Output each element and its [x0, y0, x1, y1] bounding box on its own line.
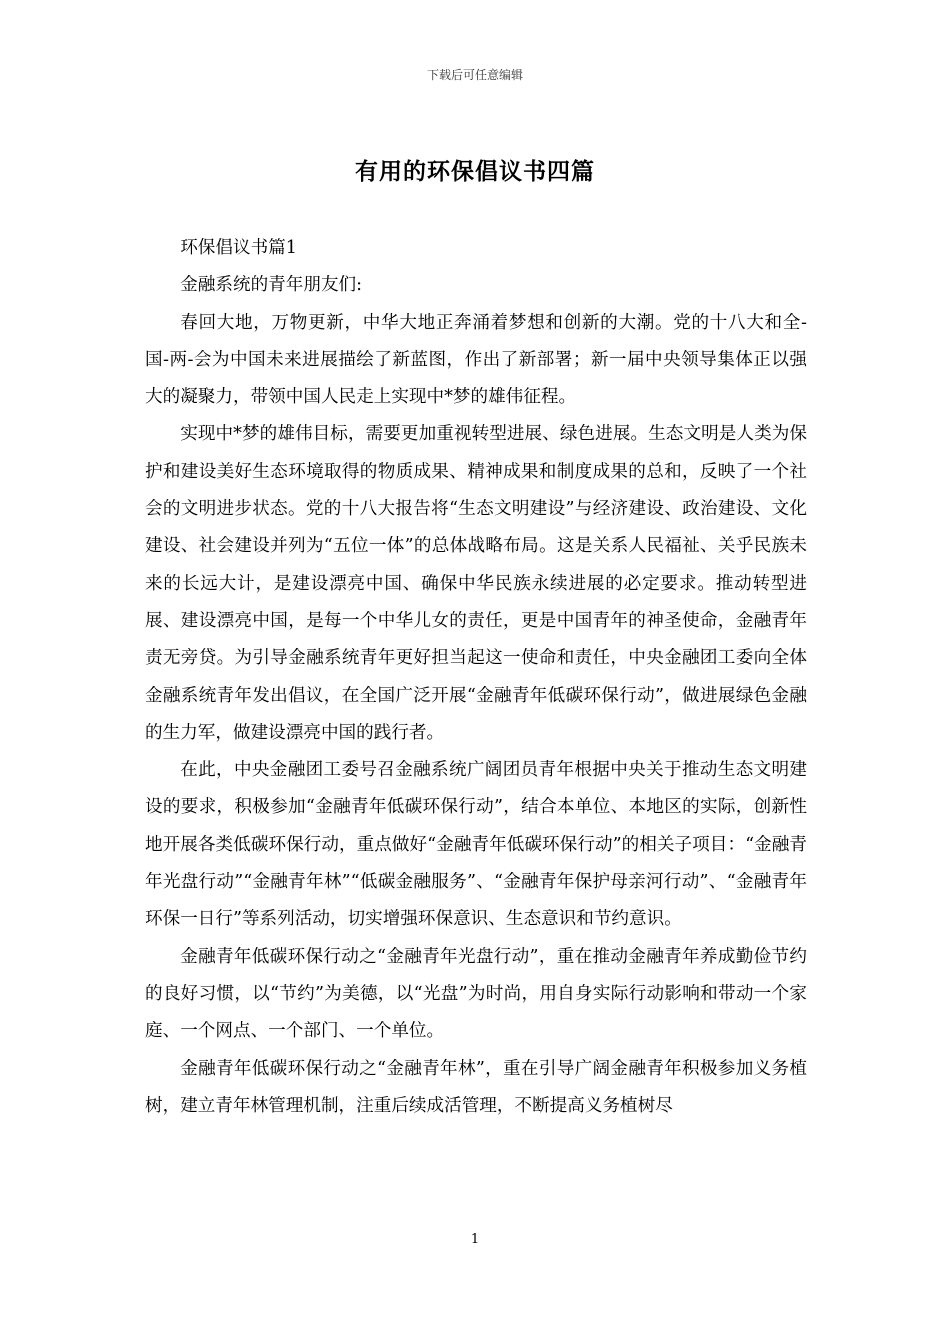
body-paragraph: 实现中*梦的雄伟目标，需要更加重视转型进展、绿色进展。生态文明是人类为保护和建设美好生态环境取得的物质成果、精神成果和制度成果的总和，反映了一个社会的文明进步状态。党的十八大报告将“生态文明建设”与经济建设、政治建设、文化建设、社会建设并列为“五位一体”的总体战略布局。这是关系人民福祉、关乎民族未来的长远大计，是建设漂亮中国、确保中华民族永续进展的必定要求。推动转型进展、建设漂亮中国，是每一个中华儿女的责任，更是中国青年的神圣使命，金融青年责无旁贷。为引导金融系统青年更好担当起这一使命和责任，中央金融团工委向全体金融系统青年发出倡议，在全国广泛开展“金融青年低碳环保行动”，做进展绿色金融的生力军，做建设漂亮中国的践行者。 [145, 424, 807, 743]
page-number: 1 [470, 1232, 480, 1247]
body-paragraph: 金融青年低碳环保行动之“金融青年光盘行动”，重在推动金融青年养成勤俭节约的良好习惯，以“节约”为美德，以“光盘”为时尚，用自身实际行动影响和带动一个家庭、一个网点、一个部门、一个单位。 [145, 946, 807, 1042]
body-paragraph: 春回大地，万物更新，中华大地正奔涌着梦想和创新的大潮。党的十八大和全-国-两-会为中国未来进展描绘了新蓝图，作出了新部署；新一届中央领导集体正以强大的凝聚力，带领中国人民走上实现中*梦的雄伟征程。 [145, 312, 807, 408]
body-paragraph: 在此，中央金融团工委号召金融系统广阔团员青年根据中央关于推动生态文明建设的要求，积极参加“金融青年低碳环保行动”，结合本单位、本地区的实际，创新性地开展各类低碳环保行动，重点做好“金融青年低碳环保行动”的相关子项目：“金融青年光盘行动”“金融青年林”“低碳金融服务”、“金融青年保护母亲河行动”、“金融青年环保一日行”等系列活动，切实增强环保意识、生态意识和节约意识。 [145, 760, 807, 930]
document-title: 有用的环保倡议书四篇 [355, 158, 595, 185]
document-body [145, 230, 807, 1125]
header-note: 下载后可任意编辑 [426, 68, 523, 82]
section-heading: 环保倡议书篇1 [180, 238, 297, 258]
body-paragraph: 金融青年低碳环保行动之“金融青年林”，重在引导广阔金融青年积极参加义务植树，建立青年林管理机制，注重后续成活管理，不断提高义务植树尽 [145, 1058, 807, 1116]
salutation: 金融系统的青年朋友们: [180, 275, 363, 296]
